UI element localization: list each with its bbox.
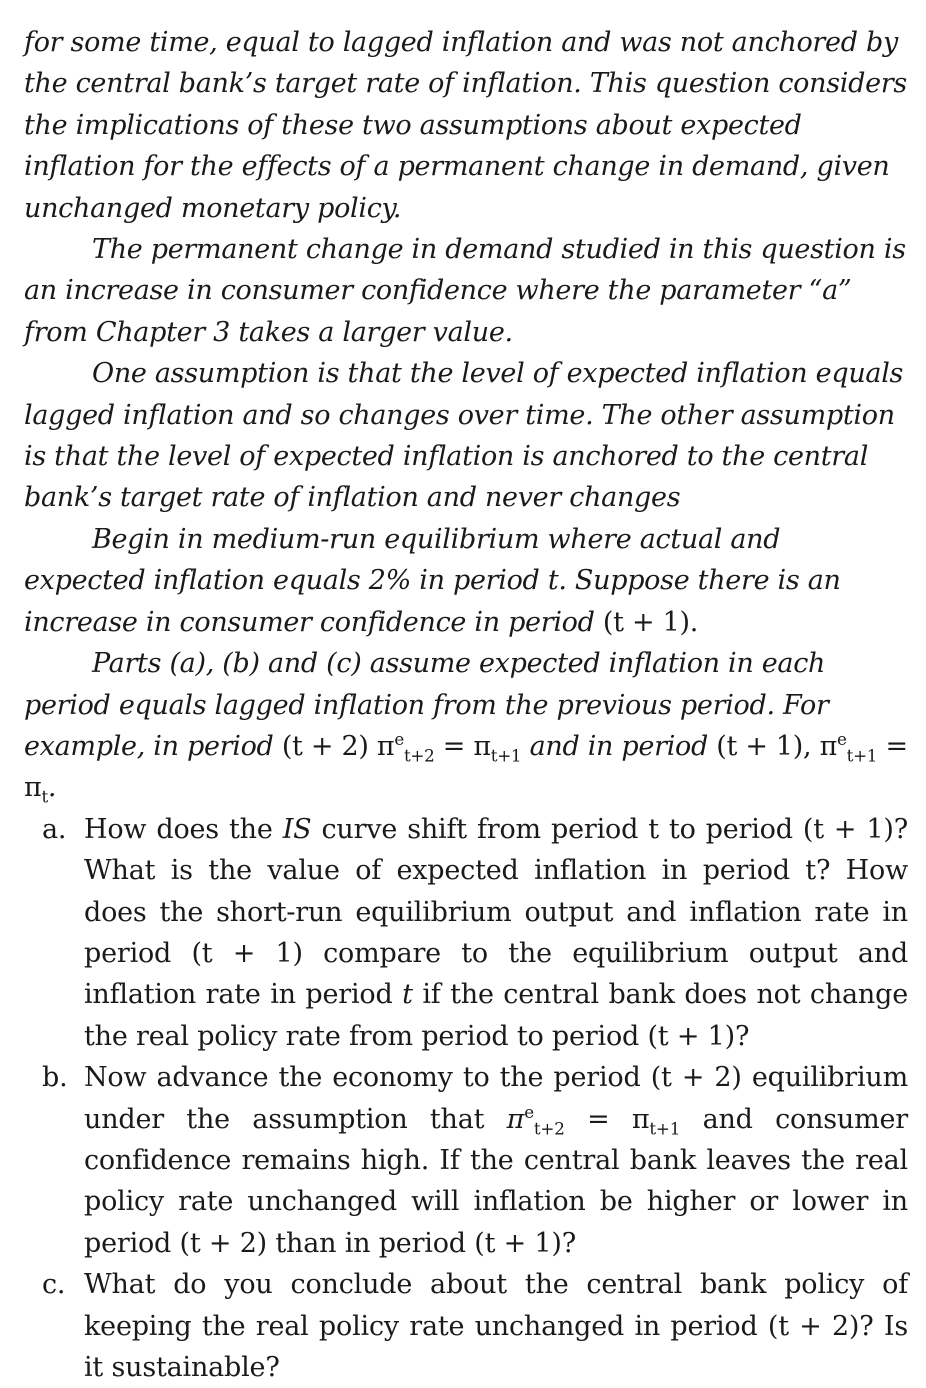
math-expected-inflation-t2: (t + 2) $\pi^e_{t+2} = \pi_{t+1}$ [281,728,522,766]
question-a: a. How does the IS curve shift from period t to period (t + 1)? What is the value of expected inflation in period t? How does the short-run equilibrium output and inflation rate in period (t + 1) compare to the equilibrium output and inflation rate in period t if the central bank does not change the real policy rate from period to period (t + 1)? [24,809,908,1057]
question-label: a. [42,813,67,845]
intro-paragraph-2: The permanent change in demand studied in this question is an increase in consumer confidence where the parameter “a” from Chapter 3 takes a larger value. [24,234,906,348]
question-label: b. [42,1062,68,1094]
intro-paragraph-3: One assumption is that the level of expected inflation equals lagged inflation and so changes over time. The other assumption is that the level of expected inflation is anchored to the central bank’s target rate of inflation and never changes [24,358,904,514]
question-list [24,809,908,1388]
question-b: b. Now advance the economy to the period (t + 2) equilibrium under the assumption that $\pi^e_{t+2} = \pi_{t+1}$ and consumer confidence remains high. If the central bank leaves the real policy rate unchanged will inflation be higher or lower in period (t + 2) than in period (t + 1)? [24,1057,908,1264]
intro-paragraph-4: Begin in medium-run equilibrium where actual and expected inflation equals 2% in period t. Suppose there is an increase in consumer confidence in period (t + 1). [24,523,841,638]
math-expected-inflation-t1: (t + 1), $\pi^e_{t+1} = \pi_t$ [24,728,908,807]
intro-paragraph-1: for some time, equal to lagged inflation and was not anchored by the central bank’s target rate of inflation. This question considers the implications of these two assumptions about expected inflation for the effects of a permanent change in demand, given unchanged monetary policy. [24,27,907,224]
math-period-t1: (t + 1). [602,606,698,638]
question-c: c. What do you conclude about the central bank policy of keeping the real policy rate unchanged in period (t + 2)? Is it sustainable? [24,1264,908,1388]
intro-paragraph-5: Parts (a), (b) and (c) assume expected inflation in each period equals lagged inflation from the previous period. For example, in period (t + 2) $\pi^e_{t+2} = \pi_{t+1}$ and in period (t + 1), $\pi^e_{t+1} = \pi_t$. [24,648,908,807]
intro-text [24,22,908,809]
question-label: c. [42,1269,66,1301]
